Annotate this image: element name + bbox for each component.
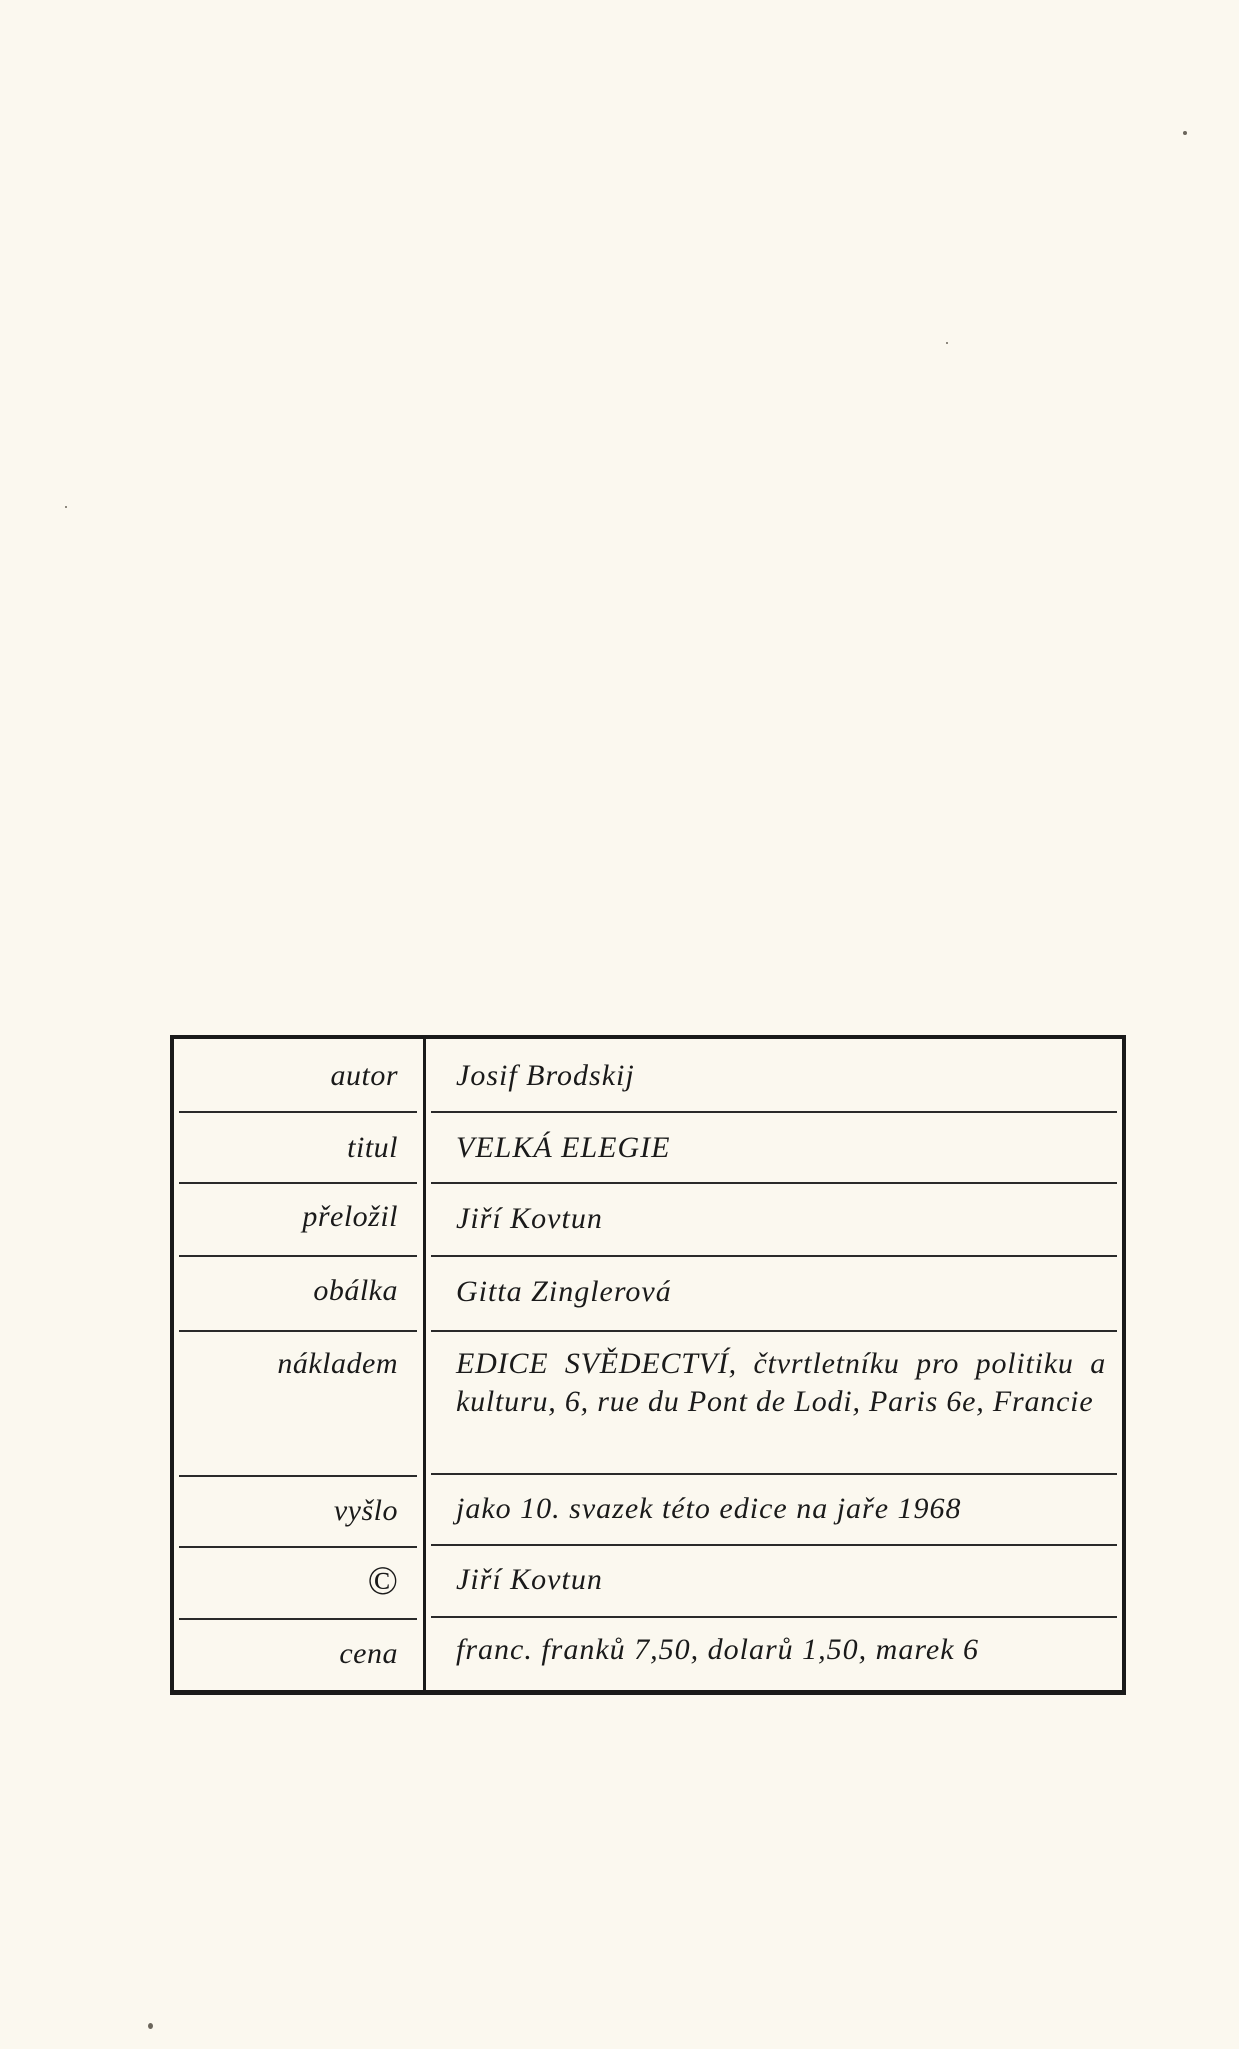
table-bottom-rule	[170, 1690, 1126, 1695]
colophon-row-cover	[170, 1256, 1126, 1331]
row-value-publisher: EDICE SVĚDECTVÍ, čtvrtletníku pro politiku a kulturu, 6, rue du Pont de Lodi, Paris 6e, Francie	[456, 1347, 1106, 1418]
colophon-row-copyright	[170, 1547, 1126, 1619]
row-label-price: cena	[339, 1637, 398, 1670]
colophon-row-translator	[170, 1184, 1126, 1256]
paper-speck	[65, 506, 67, 508]
row-label-publisher: nákladem	[277, 1347, 398, 1380]
paper-speck	[946, 342, 948, 344]
row-value-cover: Gitta Zinglerová	[456, 1275, 672, 1308]
row-rule	[431, 1616, 1117, 1618]
row-label-author: autor	[330, 1059, 398, 1092]
row-value-title: VELKÁ ELEGIE	[456, 1131, 671, 1164]
colophon-row-publisher	[170, 1331, 1126, 1476]
colophon-row-published	[170, 1476, 1126, 1546]
colophon-row-author	[170, 1035, 1126, 1113]
colophon-row-price	[170, 1619, 1126, 1690]
row-rule	[431, 1544, 1117, 1546]
row-value-price: franc. franků 7,50, dolarů 1,50, marek 6	[456, 1633, 980, 1666]
row-value-translator: Jiří Kovtun	[456, 1202, 603, 1235]
row-rule	[431, 1473, 1117, 1475]
row-label-published: vyšlo	[333, 1494, 398, 1527]
row-value-published: jako 10. svazek této edice na jaře 1968	[456, 1492, 962, 1525]
colophon-row-title	[170, 1113, 1126, 1183]
colophon-table	[170, 1035, 1126, 1695]
row-label-title: titul	[347, 1131, 398, 1164]
row-label-translator: přeložil	[302, 1200, 398, 1233]
copyright-icon: ©	[367, 1558, 398, 1603]
paper-speck	[1183, 131, 1187, 135]
row-value-author: Josif Brodskij	[456, 1059, 635, 1092]
row-label-cover: obálka	[313, 1274, 398, 1307]
paper-speck	[148, 2023, 153, 2029]
row-value-copyright: Jiří Kovtun	[456, 1563, 603, 1596]
